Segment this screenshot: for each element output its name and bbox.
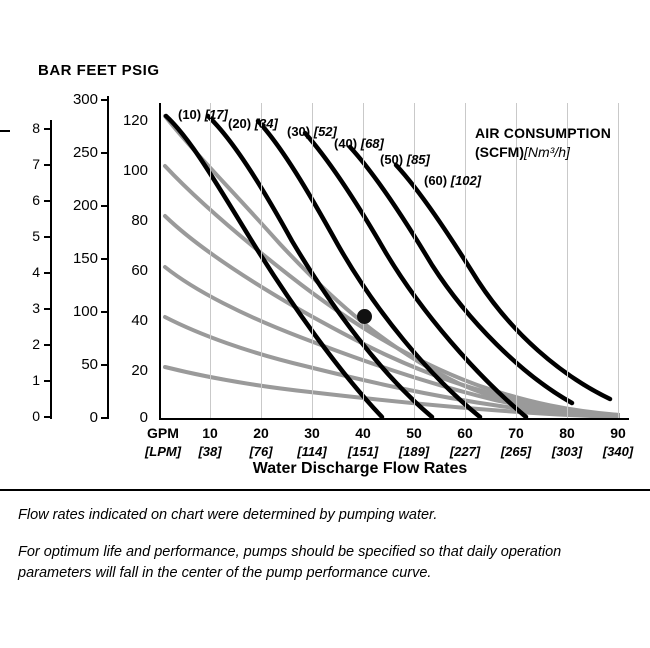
curve-label-20: (20) [34] <box>228 116 278 131</box>
bar-tick-label: 5 <box>32 228 40 244</box>
x-tick-label-gpm: 30 <box>304 425 320 441</box>
bar-tick <box>44 416 51 418</box>
curve-label-40: (40) [68] <box>334 136 384 151</box>
bar-tick-label: 3 <box>32 300 40 316</box>
x-tick-label-gpm: 90 <box>610 425 626 441</box>
x-tick-label-gpm: 50 <box>406 425 422 441</box>
x-tick-label-lpm: [303] <box>551 444 583 459</box>
air-consumption-scfm-unit: (SCFM) <box>475 143 524 160</box>
feet-tick-label: 200 <box>72 197 98 214</box>
footnotes <box>18 505 633 600</box>
psig-tick-label: 20 <box>131 362 148 379</box>
x-tick-label-lpm: [189] <box>398 444 430 459</box>
x-tick-label-gpm: 10 <box>202 425 218 441</box>
feet-tick <box>101 417 108 419</box>
bar-tick <box>44 200 51 202</box>
air-consumption-title: AIR CONSUMPTION <box>475 125 611 141</box>
feet-tick <box>101 311 108 313</box>
left-edge-rule <box>0 130 10 132</box>
psig-tick-label: 100 <box>122 162 148 179</box>
bar-tick-label: 1 <box>32 372 40 388</box>
x-axis-unit-gpm: GPM <box>147 425 179 441</box>
feet-tick-label: 100 <box>72 303 98 320</box>
x-tick-label-lpm: [227] <box>449 444 481 459</box>
bar-tick <box>44 344 51 346</box>
x-tick-label-lpm: [340] <box>602 444 634 459</box>
feet-tick <box>101 205 108 207</box>
x-tick-label-gpm: 70 <box>508 425 524 441</box>
x-tick-label-lpm: [114] <box>297 444 327 459</box>
x-tick-label-lpm: [151] <box>347 444 379 459</box>
bar-tick-label: 0 <box>32 408 40 424</box>
x-tick-label-gpm: 20 <box>253 425 269 441</box>
psig-tick-label: 80 <box>131 212 148 229</box>
bar-tick-label: 8 <box>32 120 40 136</box>
x-tick-label-gpm: 40 <box>355 425 371 441</box>
feet-tick <box>101 258 108 260</box>
x-axis-unit-lpm: [LPM] <box>144 444 182 459</box>
gridline <box>618 103 619 418</box>
bar-tick-label: 7 <box>32 156 40 172</box>
air-consumption-legend <box>475 124 611 162</box>
bar-tick-label: 6 <box>32 192 40 208</box>
curve-label-10: (10) [17] <box>178 107 228 122</box>
footnote-1: Flow rates indicated on chart were determined by pumping water. <box>18 507 438 523</box>
curve-label-30: (30) [52] <box>287 124 337 139</box>
feet-tick-label: 300 <box>72 91 98 108</box>
gridline <box>210 103 211 418</box>
axis-units-header: BAR FEET PSIG <box>38 62 160 79</box>
feet-tick-label: 250 <box>72 144 98 161</box>
psig-tick-label: 40 <box>131 312 148 329</box>
bar-tick <box>44 164 51 166</box>
psig-tick-label: 0 <box>139 409 148 426</box>
gridline <box>312 103 313 418</box>
curve-label-50: (50) [85] <box>380 152 430 167</box>
feet-tick-label: 0 <box>89 409 98 426</box>
bar-tick-label: 4 <box>32 264 40 280</box>
gridline <box>261 103 262 418</box>
bar-tick <box>44 128 51 130</box>
feet-tick <box>101 364 108 366</box>
x-tick-label-lpm: [38] <box>198 444 222 459</box>
feet-tick <box>101 99 108 101</box>
x-axis-title: Water Discharge Flow Rates <box>252 460 468 477</box>
bar-tick <box>44 236 51 238</box>
operating-point-marker[interactable] <box>357 309 372 324</box>
gridline <box>414 103 415 418</box>
footnote-separator <box>0 489 650 491</box>
psig-tick-label: 60 <box>131 262 148 279</box>
x-tick-label-lpm: [76] <box>249 444 273 459</box>
feet-tick-label: 150 <box>72 250 98 267</box>
bar-tick <box>44 272 51 274</box>
x-tick-label-gpm: 80 <box>559 425 575 441</box>
air-consumption-nm-unit: [Nm³/h] <box>524 143 570 160</box>
bar-tick <box>44 380 51 382</box>
psig-tick-label: 120 <box>122 112 148 129</box>
x-tick-label-gpm: 60 <box>457 425 473 441</box>
x-tick-label-lpm: [265] <box>500 444 532 459</box>
feet-tick-label: 50 <box>81 356 98 373</box>
head-curve-60 <box>165 267 619 416</box>
footnote-2: For optimum life and performance, pumps should be specified so that daily operation parameters will fall in the center of the pump performance curve. <box>18 544 562 582</box>
feet-tick <box>101 152 108 154</box>
gridline <box>465 103 466 418</box>
curve-label-60: (60) [102] <box>424 173 482 188</box>
plot-bottom-border <box>159 418 629 420</box>
bar-tick <box>44 308 51 310</box>
bar-tick-label: 2 <box>32 336 40 352</box>
